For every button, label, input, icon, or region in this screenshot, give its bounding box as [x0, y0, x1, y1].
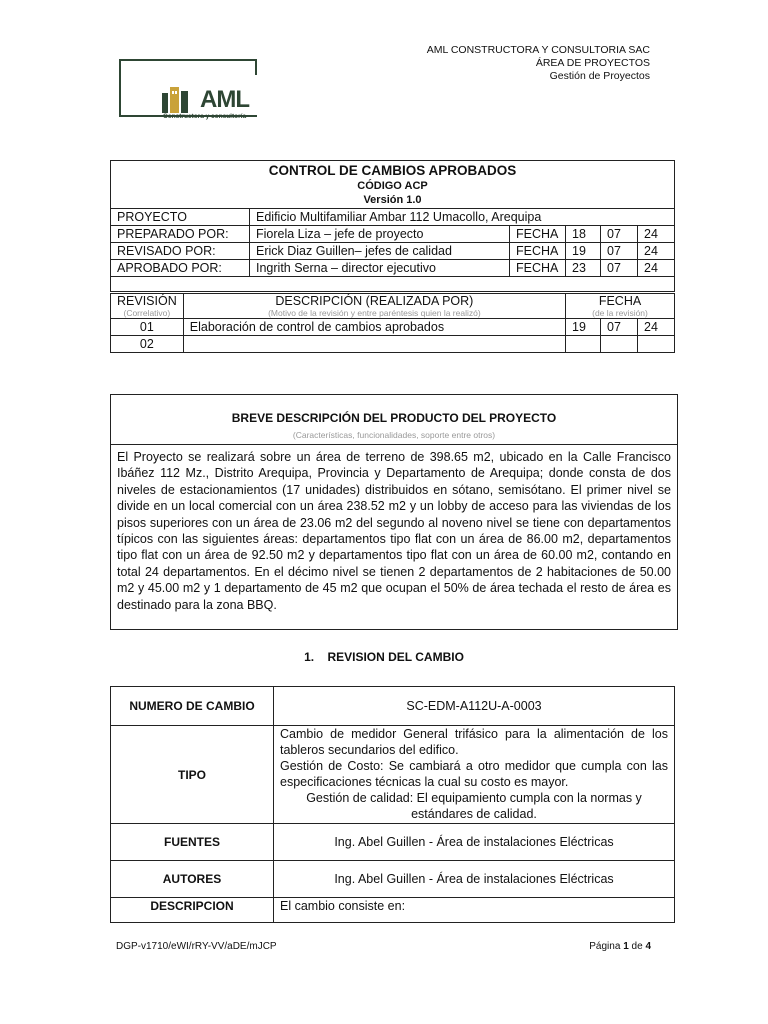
fecha-label: FECHA	[510, 243, 566, 260]
building-logo-icon	[160, 85, 202, 113]
tipo-row	[111, 726, 675, 824]
autores-value: Ing. Abel Guillen - Área de instalaciones Eléctricas	[274, 861, 675, 898]
control-version: Versión 1.0	[363, 194, 422, 206]
product-header	[111, 395, 677, 445]
autores-label: AUTORES	[111, 861, 274, 898]
row-label: APROBADO POR:	[111, 260, 250, 277]
section-title: REVISION DEL CAMBIO	[327, 650, 464, 664]
product-body: El Proyecto se realizará sobre un área de terreno de 398.65 m2, ubicado en la Calle Francisco Ibáñez 112 Mz., Distrito Arequipa, Provincia y Departamento de Arequipa; donde consta de dos niveles de estacionamientos (17 unidades) distribuidos en sótano, semisótano. El primer nivel se divide en un local comercial con un área 238.52 m2 y un lobby de acceso para las viviendas de los pisos superiores con un área de 23.06 m2 del segundo al noveno nivel se tiene con departamentos típicos con las siguientes áreas: departamentos tipo flat con un área de 86.00 m2, departamentos tipo flat con un área de 92.50 m2 y departamentos tipo flat con un área de 60.00 m2, contando en total 24 departamentos. En el décimo nivel se tienen 2 departamentos de 2 habitaciones de 50.00 m2 y 45.00 m2 y 1 departamento de 45 m2 que ocupan el 50% de área techada el resto de área es destinado para la zona BBQ.	[117, 450, 671, 612]
desc-col-header	[183, 294, 565, 319]
row-label: PREPARADO POR:	[111, 226, 250, 243]
fecha-label: FECHA	[510, 226, 566, 243]
project-row	[111, 209, 675, 226]
control-code: CÓDIGO ACP	[357, 180, 428, 192]
rev-number: 01	[111, 319, 184, 336]
date-year: 24	[638, 243, 675, 260]
date-month: 07	[601, 226, 638, 243]
date-day: 19	[566, 319, 601, 336]
company-header	[427, 44, 650, 83]
dept-name: Gestión de Proyectos	[549, 70, 650, 82]
table-row	[111, 319, 675, 336]
numero-value: SC-EDM-A112U-A-0003	[274, 687, 675, 726]
row-value: Erick Diaz Guillen– jefes de calidad	[250, 243, 510, 260]
fecha-label: FECHA	[510, 260, 566, 277]
fuentes-value: Ing. Abel Guillen - Área de instalaciones Eléctricas	[274, 824, 675, 861]
fuentes-row	[111, 824, 675, 861]
date-day: 23	[566, 260, 601, 277]
section-number: 1.	[304, 650, 315, 664]
fuentes-label: FUENTES	[111, 824, 274, 861]
descripcion-value: El cambio consiste en:	[274, 898, 675, 923]
date-day	[566, 336, 601, 353]
reviewed-row	[111, 243, 675, 260]
descripcion-row	[111, 898, 675, 923]
desc-col-title: DESCRIPCIÓN (REALIZADA POR)	[275, 294, 474, 308]
rev-description: Elaboración de control de cambios aprobados	[183, 319, 565, 336]
date-year: 24	[638, 319, 675, 336]
date-col-title: FECHA	[598, 294, 642, 308]
tipo-value	[274, 726, 675, 824]
date-year: 24	[638, 260, 675, 277]
date-col-header	[566, 294, 675, 319]
rev-col-sub: (Correlativo)	[123, 308, 171, 318]
page-total: 4	[645, 941, 651, 952]
rev-number: 02	[111, 336, 184, 353]
autores-row	[111, 861, 675, 898]
date-month: 07	[601, 319, 638, 336]
row-label: REVISADO POR:	[111, 243, 250, 260]
prepared-row	[111, 226, 675, 243]
row-value: Edificio Multifamiliar Ambar 112 Umacollo, Arequipa	[250, 209, 675, 226]
numero-row	[111, 687, 675, 726]
row-label: PROYECTO	[111, 209, 250, 226]
company-name: AML CONSTRUCTORA Y CONSULTORIA SAC	[426, 44, 650, 56]
product-subtitle: (Características, funcionalidades, soporte entre otros)	[292, 430, 496, 440]
of-word: de	[631, 941, 643, 952]
numero-label: NUMERO DE CAMBIO	[111, 687, 274, 726]
control-table	[110, 160, 675, 292]
descripcion-label: DESCRIPCION	[111, 898, 274, 923]
page-number: 1	[623, 941, 629, 952]
logo-text: AML	[200, 86, 249, 113]
desc-col-sub: (Motivo de la revisión y entre paréntesis quien la realizó)	[268, 308, 481, 318]
date-day: 19	[566, 243, 601, 260]
section-heading	[0, 650, 768, 664]
date-year: 24	[638, 226, 675, 243]
table-row	[111, 336, 675, 353]
change-revision-table	[110, 686, 675, 923]
date-day: 18	[566, 226, 601, 243]
footer-code: DGP-v1710/eWI/rRY-VV/aDE/mJCP	[116, 941, 277, 952]
logo-subtitle: Constructora y consultoría	[163, 113, 247, 120]
tipo-paragraph: Gestión de Costo: Se cambiará a otro medidor que cumpla con las especificaciones técnicas la cual su costo es mayor.	[280, 759, 668, 789]
row-value: Ingrith Serna – director ejecutivo	[250, 260, 510, 277]
page-word: Página	[589, 941, 621, 952]
control-title-cell	[111, 161, 675, 209]
date-month: 07	[601, 260, 638, 277]
product-title: BREVE DESCRIPCIÓN DEL PRODUCTO DEL PROYECTO	[231, 411, 557, 425]
date-col-sub: (de la revisión)	[592, 308, 648, 318]
date-year	[638, 336, 675, 353]
row-value: Fiorela Liza – jefe de proyecto	[250, 226, 510, 243]
product-description-box	[110, 394, 678, 630]
tipo-paragraph: Gestión de calidad: El equipamiento cumpla con la normas y estándares de calidad.	[306, 791, 642, 821]
footer-page	[589, 941, 651, 952]
approved-row	[111, 260, 675, 277]
rev-col-title: REVISIÓN	[117, 294, 177, 308]
revisions-header	[111, 294, 675, 319]
rev-col-header	[111, 294, 184, 319]
revisions-table	[110, 293, 675, 353]
date-month: 07	[601, 243, 638, 260]
rev-description	[183, 336, 565, 353]
control-title: CONTROL DE CAMBIOS APROBADOS	[268, 163, 517, 178]
spacer-row	[111, 277, 675, 292]
tipo-paragraph: Cambio de medidor General trifásico para la alimentación de los tableros secundarios del edifico.	[280, 727, 668, 757]
tipo-label: TIPO	[111, 726, 274, 824]
date-month	[601, 336, 638, 353]
area-name: ÁREA DE PROYECTOS	[535, 57, 650, 69]
